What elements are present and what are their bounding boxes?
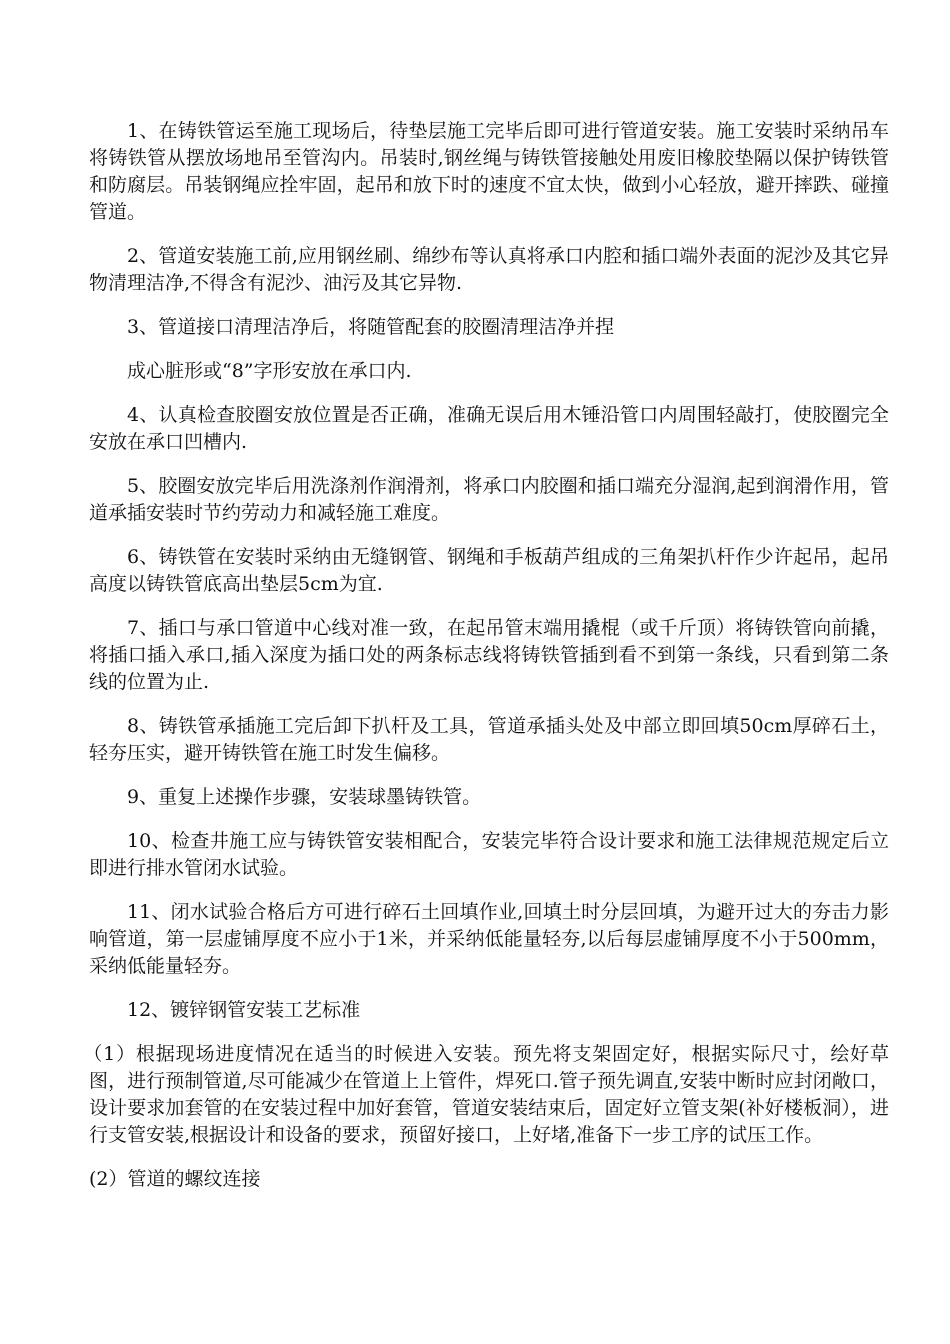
- paragraph-step-1: 1、在铸铁管运至施工现场后，待垫层施工完毕后即可进行管道安装。施工安装时采纳吊车将铸铁管从摆放场地吊至管沟内。吊装时,钢丝绳与铸铁管接触处用废旧橡胶垫隔以保护铸铁管和防腐层。吊装钢绳应拴牢固，起吊和放下时的速度不宜太快，做到小心轻放，避开摔跌、碰撞管道。: [89, 120, 889, 223]
- paragraph-step-10: 10、检查井施工应与铸铁管安装相配合，安装完毕符合设计要求和施工法律规范规定后立即进行排水管闭水试验。: [89, 830, 889, 879]
- section-heading-12: 12、镀锌钢管安装工艺标准: [127, 999, 361, 1021]
- paragraph-step-3-continued: 成心脏形或“8”字形安放在承口内.: [127, 360, 412, 382]
- paragraph-step-6: 6、铸铁管在安装时采纳由无缝钢管、钢绳和手板葫芦组成的三角架扒杆作少许起吊，起吊高度以铸铁管底高出垫层5cm为宜.: [89, 546, 889, 595]
- paragraph-step-4: 4、认真检查胶圈安放位置是否正确，准确无误后用木锤沿管口内周围轻敲打，使胶圈完全安放在承口凹槽内.: [89, 404, 889, 453]
- paragraph-sub-1: （1）根据现场进度情况在适当的时候进入安装。预先将支架固定好，根据实际尺寸，绘好草图，进行预制管道,尽可能减少在管道上上管件，焊死口.管子预先调直,安装中断时应封闭敞口，设计要求加套管的在安装过程中加好套管，管道安装结束后，固定好立管支架(补好楼板洞），进行支管安装,根据设计和设备的要求，预留好接口，上好堵,准备下一步工序的试压工作。: [83, 1043, 889, 1146]
- paragraph-sub-2: (2）管道的螺纹连接: [89, 1168, 261, 1190]
- paragraph-step-2: 2、管道安装施工前,应用钢丝刷、绵纱布等认真将承口内腔和插口端外表面的泥沙及其它异物清理洁净,不得含有泥沙、油污及其它异物.: [89, 245, 889, 294]
- paragraph-step-3: 3、管道接口清理洁净后，将随管配套的胶圈清理洁净并捏: [127, 316, 615, 338]
- paragraph-step-5: 5、胶圈安放完毕后用洗涤剂作润滑剂，将承口内胶圈和插口端充分湿润,起到润滑作用，管道承插安装时节约劳动力和减轻施工难度。: [89, 475, 889, 524]
- paragraph-step-8: 8、铸铁管承插施工完后卸下扒杆及工具，管道承插头处及中部立即回填50cm厚碎石土，轻夯压实，避开铸铁管在施工时发生偏移。: [89, 715, 889, 764]
- paragraph-step-9: 9、重复上述操作步骤，安装球墨铸铁管。: [127, 786, 482, 808]
- paragraph-step-11: 11、闭水试验合格后方可进行碎石土回填作业,回填土时分层回填，为避开过大的夯击力影响管道，第一层虚铺厚度不应小于1米，并采纳低能量轻夯,以后每层虚铺厚度不小于500mm，采纳低能量轻夯。: [89, 901, 889, 977]
- paragraph-step-7: 7、插口与承口管道中心线对准一致，在起吊管末端用撬棍（或千斤顶）将铸铁管向前撬，将插口插入承口,插入深度为插口处的两条标志线将铸铁管插到看不到第一条线，只看到第二条线的位置为止.: [89, 617, 889, 693]
- document-body: [83, 118, 889, 1210]
